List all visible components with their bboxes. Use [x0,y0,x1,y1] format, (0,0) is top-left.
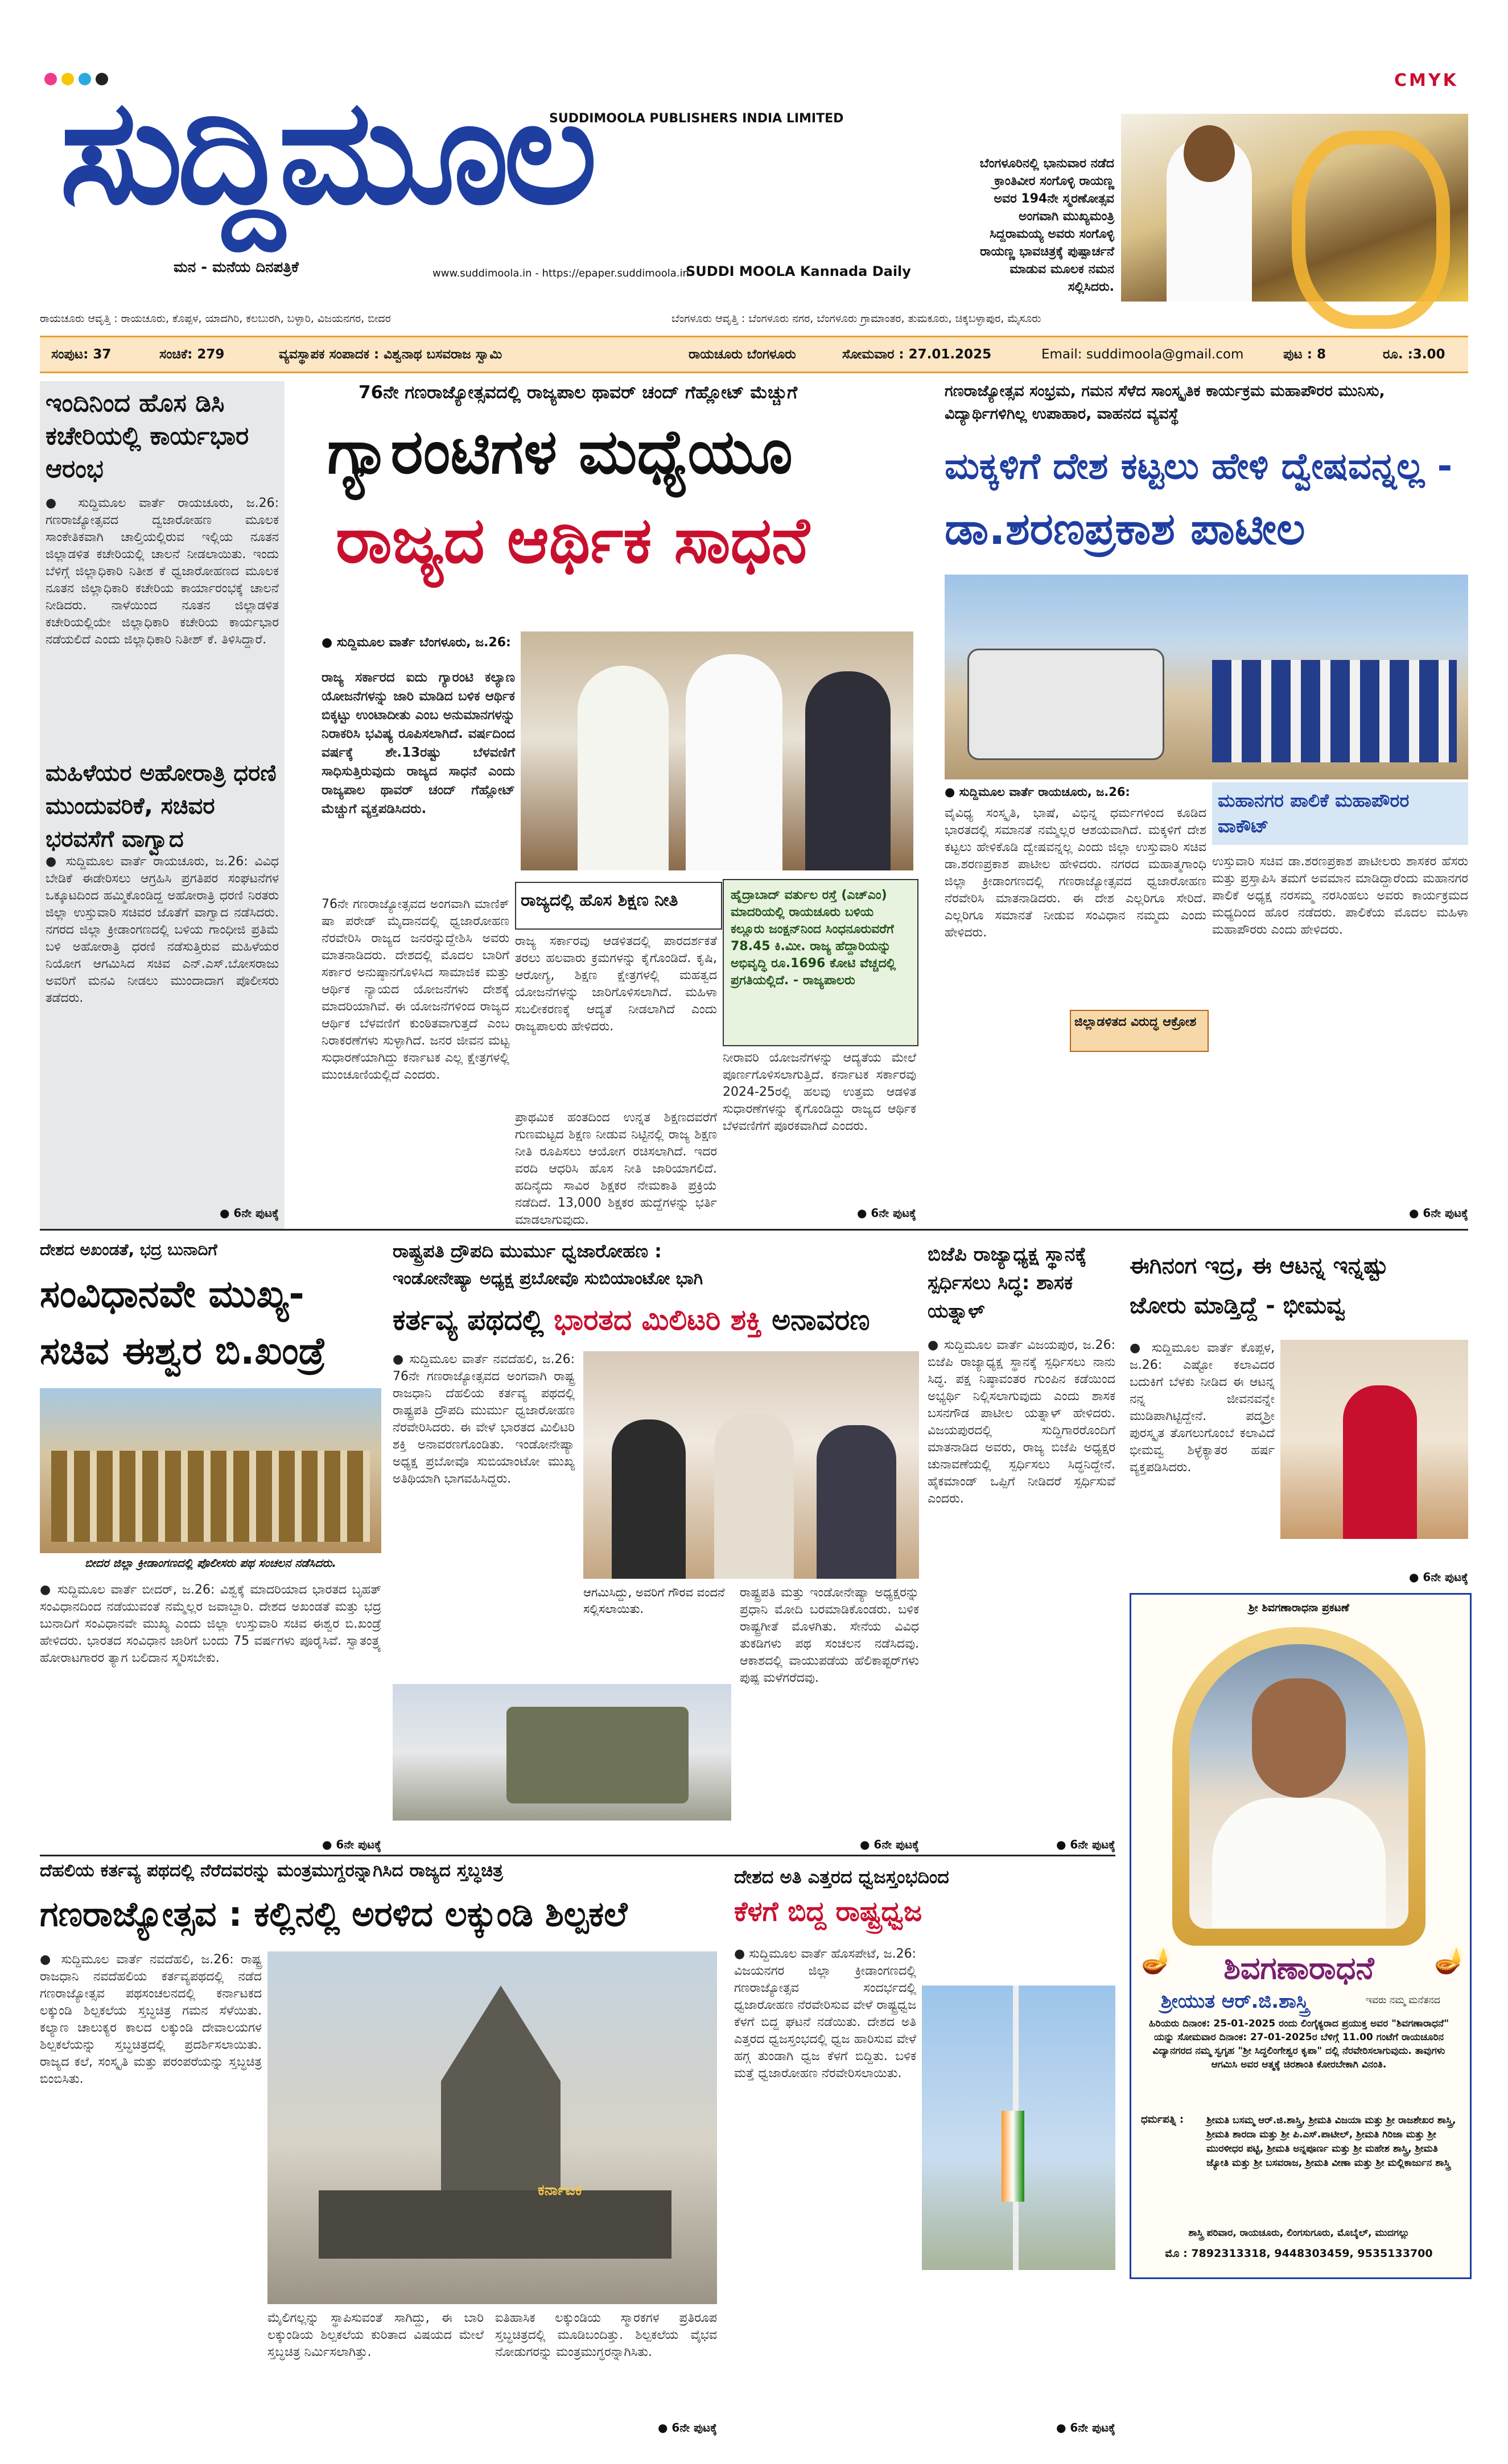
lead-body-b: ರಾಜ್ಯ ಸರ್ಕಾರವು ಆಡಳಿತದಲ್ಲಿ ಪಾರದರ್ಶಕತೆ ತರಲು ಹಲವಾರು ಕ್ರಮಗಳನ್ನು ಕೈಗೊಂಡಿದೆ. ಕೃಷಿ, ಆರೋಗ್ಯ, ಶಿಕ್ಷಣ ಕ್ಷೇತ್ರಗಳಲ್ಲಿ ಮಹತ್ವದ ಯೋಜನೆಗಳನ್ನು ಜಾರಿಗೊಳಿಸಲಾಗಿದೆ. ಮಹಿಳಾ ಸಬಲೀಕರಣಕ್ಕೆ ಆದ್ಯತೆ ನೀಡಲಾಗಿದೆ ಎಂದು ರಾಜ್ಯಪಾಲರು ಹೇಳಿದರು. [515,934,717,1034]
right-continued: ● 6ನೇ ಪುಟಕ್ಕೆ [1408,1206,1468,1220]
section-divider-1 [40,1229,1468,1231]
lead-body: 76ನೇ ಗಣರಾಜ್ಯೋತ್ಸವದ ಅಂಗವಾಗಿ ಮಾಣಿಕ್ ಷಾ ಪರೇಡ್ ಮೈದಾನದಲ್ಲಿ ಧ್ವಜಾರೋಹಣ ನೆರವೇರಿಸಿ ರಾಜ್ಯದ ಜನರನ್ನುದ್ದೇಶಿಸಿ ಅವರು ಮಾತನಾಡಿದರು. ದೇಶದಲ್ಲಿ ಮೊದಲ ಬಾರಿಗೆ ಸರ್ಕಾರ ಅನುಷ್ಠಾನಗೊಳಿಸಿದ ಸಾಮಾಜಿಕ ಮತ್ತು ಆರ್ಥಿಕ ನ್ಯಾಯದ ಯೋಜನೆಗಳು ದೇಶಕ್ಕೆ ಮಾದರಿಯಾಗಿವೆ. ಈ ಯೋಜನೆಗಳಿಂದ ರಾಜ್ಯದ ಆರ್ಥಿಕ ಬೆಳವಣಿಗೆ ಕುಂಠಿತವಾಗುತ್ತದೆ ಎಂಬ ನಿರಾಕರಣೆಗಳು ಸುಳ್ಳಾಗಿದೆ. ಜನರ ಜೀವನ ಮಟ್ಟ ಸುಧಾರಣೆಯಾಗಿದ್ದು ಕರ್ನಾಟಕ ಎಲ್ಲ ಕ್ಷೇತ್ರಗಳಲ್ಲಿ ಮುಂಚೂಣಿಯಲ್ಲಿದೆ ಎಂದರು. [322,897,509,1082]
right-headline-1: ಮಕ್ಕಳಿಗೆ ದೇಶ ಕಟ್ಟಲು ಹೇಳಿ ದ್ವೇಷವನ್ನಲ್ಲ - [945,445,1453,488]
mid-left-headline-2: ಸಚಿವ ಈಶ್ವರ ಬಿ.ಖಂಡ್ರೆ [40,1329,326,1373]
sidebox-title: ಮಹಾನಗರ ಪಾಲಿಕೆ ಮಹಾಪೌರರ ವಾಕೌಟ್ [1218,790,1410,837]
obituary-title: ಶಿವಗಣಾರಾಧನೆ [1223,1950,1374,1986]
english-name: SUDDI MOOLA Kannada Daily [686,263,911,279]
obituary-name: ಶ್ರೀಯುತ ಆರ್.ಜಿ.ಶಾಸ್ತ್ರಿ [1161,1990,1309,2013]
obituary-family: ಶ್ರೀಮತಿ ಬಸಮ್ಮ ಆರ್.ಜಿ.ಶಾಸ್ತ್ರಿ, ಶ್ರೀಮತಿ ವಿಜಯಾ ಮತ್ತು ಶ್ರೀ ರಾಜಶೇಖರ ಶಾಸ್ತ್ರಿ, ಶ್ರೀಮತಿ ಶಾರದಾ ಮತ್ತು ಶ್ರೀ ಪಿ.ಎಸ್.ಪಾಟೀಲ್, ಶ್ರೀಮತಿ ಗಿರಿಜಾ ಮತ್ತು ಶ್ರೀ ಮುರಳೀಧರ ಪಟ್ಟಿ, ಶ್ರೀಮತಿ ಅನ್ನಪೂರ್ಣ ಮತ್ತು ಶ್ರೀ ಮಹೇಶ ಶಾಸ್ತ್ರಿ, ಶ್ರೀಮತಿ ಜ್ಯೋತಿ ಮತ್ತು ಶ್ರೀ ಬಸವರಾಜ, ಶ್ರೀಮತಿ ವೀಣಾ ಮತ್ತು ಶ್ರೀ ಮಲ್ಲಿಕಾರ್ಜುನ ಶಾಸ್ತ್ರಿ [1206,2115,1456,2169]
figure-shape-2 [686,654,782,870]
figure-shape-1 [578,666,669,870]
students-row [1212,660,1457,762]
float-label: ಕರ್ನಾಟಕ [538,2182,582,2199]
obituary-portrait [1189,1644,1408,1929]
mid-left-kicker: ದೇಶದ ಅಖಂಡತೆ, ಭದ್ರ ಬುನಾದಿಗೆ [40,1240,217,1259]
head-shape [1184,125,1235,182]
site-urls: www.suddimoola.in - https://epaper.suddimoola.in [432,267,689,279]
bottom-left-body-b: ಐತಿಹಾಸಿಕ ಲಕ್ಕುಂಡಿಯ ಸ್ಮಾರಕಗಳ ಪ್ರತಿರೂಪ ಸ್ತಬ್ಧಚಿತ್ರದಲ್ಲಿ ಮೂಡಿಬಂದಿತ್ತು. ಶಿಲ್ಪಕಲೆಯ ವೈಭವ ನೋಡುಗರನ್ನು ಮಂತ್ರಮುಗ್ಧರನ್ನಾಗಿಸಿತು. [495,2311,717,2359]
lead-sub-head: ರಾಜ್ಯದಲ್ಲಿ ಹೊಸ ಶಿಕ್ಷಣ ನೀತಿ [521,890,678,910]
garland-shape [1292,131,1450,329]
portrait-shirt [1212,1798,1386,1929]
section-divider-2 [40,1855,1115,1856]
right-headline-2: ಡಾ.ಶರಣಪ್ರಕಾಶ ಪಾಟೀಲ [945,503,1305,555]
mid-center-photo-dignitaries [583,1351,919,1579]
lead-headline-2: ರಾಜ್ಯದ ಆರ್ಥಿಕ ಸಾಧನೆ [336,503,810,577]
lead-green-box [723,879,918,1046]
obituary-portrait-frame [1172,1627,1425,1946]
editor: ವ್ಯವಸ್ಥಾಪಕ ಸಂಪಾದಕ : ವಿಶ್ವನಾಥ ಬಸವರಾಜ ಸ್ವಾಮಿ [279,347,502,362]
bottom-left-continued: ● 6ನೇ ಪುಟಕ್ಕೆ [657,2421,717,2434]
mid-left-headline-1: ಸಂವಿಧಾನವೇ ಮುಖ್ಯ- [40,1272,304,1316]
lead-photo-governor [521,632,913,870]
bheemavva-continued: ● 6ನೇ ಪುಟಕ್ಕೆ [1408,1570,1468,1584]
bjp-headline: ಬಿಜೆಪಿ ರಾಜ್ಯಾಧ್ಯಕ್ಷ ಸ್ಥಾನಕ್ಕೆ ಸ್ಪರ್ಧಿಸಲು ಸಿದ್ಧ: ಶಾಸಕ ಯತ್ನಾಳ್ [928,1243,1087,1323]
fallen-flag [1002,2111,1024,2202]
bottom-left-photo-tableau [267,1951,717,2304]
mid-center-kicker-2: ಇಂಡೋನೇಷ್ಯಾ ಅಧ್ಯಕ್ಷ ಪ್ರಬೋವೊ ಸುಬಿಯಾಂಟೋ ಭಾಗಿ [393,1269,703,1289]
obituary-phone: ಮೊ : 7892313318, 9448303459, 9535133700 [1165,2247,1433,2260]
lead-intro: ರಾಜ್ಯ ಸರ್ಕಾರದ ಐದು ಗ್ಯಾರಂಟಿ ಕಲ್ಯಾಣ ಯೋಜನೆಗಳನ್ನು ಜಾರಿ ಮಾಡಿದ ಬಳಿಕ ಆರ್ಥಿಕ ಬಿಕ್ಕಟ್ಟು ಉಂಟಾದೀತು ಎಂಬ ಅನುಮಾನಗಳನ್ನು ನಿರಾಕರಿಸಿ ಭವಿಷ್ಯ ರೂಪಿಸಲಾಗಿದೆ. ವರ್ಷದಿಂದ ವರ್ಷಕ್ಕೆ ಶೇ.13ರಷ್ಟು ಬೆಳವಣಿಗೆ ಸಾಧಿಸುತ್ತಿರುವುದು ರಾಜ್ಯದ ಸಾಧನೆ ಎಂದು ರಾಜ್ಯಪಾಲ ಥಾವರ್ ಚಂದ್ ಗೆಹ್ಲೋಟ್ ಮೆಚ್ಚುಗೆ ವ್ಯಕ್ತಪಡಿಸಿದರು. [322,670,515,816]
portrait-face [1252,1678,1346,1798]
dignitary-2 [714,1414,794,1579]
magenta-dot [44,73,57,85]
bottom-left-kicker: ದೆಹಲಿಯ ಕರ್ತವ್ಯ ಪಥದಲ್ಲಿ ನೆರೆದವರನ್ನು ಮಂತ್ರಮುಗ್ದರನ್ನಾಗಿಸಿದ ರಾಜ್ಯದ ಸ್ತಬ್ಧಚಿತ್ರ [40,1860,503,1881]
obituary-top-label: ಶ್ರೀ ಶಿವಗಣಾರಾಧನಾ ಪ್ರಕಟಣೆ [1249,1602,1349,1614]
left-headline-1: ಇಂದಿನಿಂದ ಹೊಸ ಡಿಸಿ ಕಚೇರಿಯಲ್ಲಿ ಕಾರ್ಯಭಾರ ಆರಂಭ [46,389,249,484]
bottom-left-caption: ಮೈಲಿಗಲ್ಲನ್ನು ಸ್ಥಾಪಿಸುವಂತೆ ಸಾಗಿದ್ದು, ಈ ಬಾರಿ ಲಕ್ಕುಂಡಿಯ ಶಿಲ್ಪಕಲೆಯ ಕುರಿತಾದ ವಿಷಯದ ಮೇಲೆ ಸ್ತಬ್ಧಚಿತ್ರ ನಿರ್ಮಿಸಲಾಗಿತ್ತು. [267,2311,484,2359]
mid-center-body: ● ಸುದ್ದಿಮೂಲ ವಾರ್ತೆ ನವದೆಹಲಿ, ಜ.26: 76ನೇ ಗಣರಾಜ್ಯೋತ್ಸವದ ಅಂಗವಾಗಿ ರಾಷ್ಟ್ರ ರಾಜಧಾನಿ ದೆಹಲಿಯ ಕರ್ತವ್ಯ ಪಥದಲ್ಲಿ ರಾಷ್ಟ್ರಪತಿ ದ್ರೌಪದಿ ಮುರ್ಮು ಧ್ವಜಾರೋಹಣ ನೆರವೇರಿಸಿದರು. ಈ ವೇಳೆ ಭಾರತದ ಮಿಲಿಟರಿ ಶಕ್ತಿ ಅನಾವರಣಗೊಂಡಿತು. ಇಂಡೋನೇಷ್ಯಾ ಅಧ್ಯಕ್ಷ ಪ್ರಬೋವೊ ಸುಬಿಯಾಂಟೋ ಮುಖ್ಯ ಅತಿಥಿಯಾಗಿ ಭಾಗವಹಿಸಿದ್ದರು. [393,1352,575,1486]
bheemavva-headline-2: ಜೋರು ಮಾಡ್ತಿದ್ದೆ - ಭೀಮವ್ವ [1130,1293,1345,1319]
bjp-continued: ● 6ನೇ ಪುಟಕ್ಕೆ [1056,1838,1115,1851]
dignitary-3 [817,1425,896,1579]
flag-headline: ಕೆಳಗೆ ಬಿದ್ದ ರಾಷ್ಟ್ರಧ್ವಜ [734,1896,922,1928]
green-box-text: ಹೈದ್ರಾಬಾದ್ ವರ್ತುಲ ರಸ್ತೆ (ಎಚ್‌ಎಂ) ಮಾದರಿಯಲ್ಲಿ ರಾಯಚೂರು ಬಳಿಯ ಕಲ್ಲೂರು ಜಂಕ್ಷನ್‌ನಿಂದ ಸಿಂಧನೂರುವರೆಗೆ 78.45 ಕಿ.ಮೀ. ರಾಜ್ಯ ಹೆದ್ದಾರಿಯನ್ನು ಅಭಿವೃದ್ಧಿ ರೂ.1696 ಕೋಟಿ ವೆಚ್ಚದಲ್ಲಿ ಪ್ರಗತಿಯಲ್ಲಿದೆ. - ರಾಜ್ಯಪಾಲರು [731,888,896,988]
obituary-text: ಹಿರಿಯರು ದಿನಾಂಕ: 25-01-2025 ರಂದು ಲಿಂಗೈಕ್ಯರಾದ ಪ್ರಯುಕ್ತ ಅವರ "ಶಿವಗಣಾರಾಧನೆ" ಯನ್ನು ಸೋಮವಾರ ದಿನಾಂಕ: 27-01-2025ರ ಬೆಳಿಗ್ಗೆ 11.00 ಗಂಟೆಗೆ ರಾಯಚೂರಿನ ವಿದ್ಯಾನಗರದ ನಮ್ಮ ಸ್ವಗೃಹ "ಶ್ರೀ ಸಿದ್ಧಲಿಂಗೇಶ್ವರ ಕೃಪಾ" ದಲ್ಲಿ ನೆರವೇರಿಸಲಾಗುವುದು. ತಾವುಗಳು ಆಗಮಿಸಿ ಅವರ ಆತ್ಮಕ್ಕೆ ಚಿರಶಾಂತಿ ಕೋರಬೇಕಾಗಿ ವಿನಂತಿ. [1148,2018,1449,2070]
award-figure [1343,1385,1417,1539]
right-dateline: ● ಸುದ್ದಿಮೂಲ ವಾರ್ತೆ ರಾಯಚೂರು, ಜ.26: [945,785,1130,799]
marching-rows [51,1451,370,1542]
jeep-shape [967,649,1164,760]
bjp-body: ● ಸುದ್ದಿಮೂಲ ವಾರ್ತೆ ವಿಜಯಪುರ, ಜ.26: ಬಿಜೆಪಿ ರಾಜ್ಯಾಧ್ಯಕ್ಷ ಸ್ಥಾನಕ್ಕೆ ಸ್ಪರ್ಧಿಸಲು ನಾನು ಸಿದ್ಧ. ಪಕ್ಷ ನಿಷ್ಠಾವಂತರ ಗುಂಪಿನ ಕಡೆಯಿಂದ ಅಭ್ಯರ್ಥಿ ನಿಲ್ಲಿಸಲಾಗುವುದು ಎಂದು ಶಾಸಕ ಬಸನಗೌಡ ಪಾಟೀಲ ಯತ್ನಾಳ್ ಹೇಳಿದರು. ವಿಜಯಪುರದಲ್ಲಿ ಸುದ್ದಿಗಾರರೊಂದಿಗೆ ಮಾತನಾಡಿದ ಅವರು, ರಾಜ್ಯ ಬಿಜೆಪಿ ಅಧ್ಯಕ್ಷರ ಚುನಾವಣೆಯಲ್ಲಿ ಸ್ಪರ್ಧಿಸಲು ಸಿದ್ಧನಿದ್ದೇನೆ. ಹೈಕಮಾಂಡ್ ಒಪ್ಪಿಗೆ ನೀಡಿದರೆ ಸ್ಪರ್ಧಿಸುವೆ ಎಂದರು. [928,1338,1116,1506]
left-headline-2: ಮಹಿಳೆಯರ ಅಹೋರಾತ್ರಿ ಧರಣಿ ಮುಂದುವರಿಕೆ, ಸಚಿವರ ಭರವಸೆಗೆ ವಾಗ್ವಾದ [46,760,277,852]
right-photo-parade [945,575,1468,779]
mid-center-kicker: ರಾಷ್ಟ್ರಪತಿ ದ್ರೌಪದಿ ಮುರ್ಮು ಧ್ವಜಾರೋಹಣ : [393,1240,662,1262]
top-photo-caption: ಬೆಂಗಳೂರಿನಲ್ಲಿ ಭಾನುವಾರ ನಡೆದ ಕ್ರಾಂತಿವೀರ ಸಂಗೊಳ್ಳಿ ರಾಯಣ್ಣ ಅವರ 194ನೇ ಸ್ಮರಣೋತ್ಸವ ಅಂಗವಾಗಿ ಮುಖ್ಯಮಂತ್ರಿ ಸಿದ್ದರಾಮಯ್ಯ ಅವರು ಸಂಗೊಳ್ಳಿ ರಾಯಣ್ಣ ಭಾವಚಿತ್ರಕ್ಕೆ ಪುಷ್ಪಾರ್ಚನೆ ಮಾಡುವ ಮೂಲಕ ನಮನ ಸಲ್ಲಿಸಿದರು. [979,156,1114,294]
volume: ಸಂಪುಟ: 37 [51,347,112,362]
bheemavva-photo [1280,1340,1468,1539]
edition-bengaluru: ಬೆಂಗಳೂರು ಆವೃತ್ತಿ : ಬೆಂಗಳೂರು ನಗರ, ಬೆಂಗಳೂರು ಗ್ರಾಮಾಂತರ, ತುಮಕೂರು, ಚಿಕ್ಕಬಳ್ಳಾಪುರ, ಮೈಸೂರು [671,312,1041,325]
masthead-logo: ಸುದ್ದಿಮೂಲ [60,68,592,237]
price: ರೂ. :3.00 [1383,347,1445,362]
flag-body: ● ಸುದ್ದಿಮೂಲ ವಾರ್ತೆ ಹೊಸಪೇಟೆ, ಜ.26: ವಿಜಯನಗರ ಜಿಲ್ಲಾ ಕ್ರೀಡಾಂಗಣದಲ್ಲಿ ಗಣರಾಜ್ಯೋತ್ಸವ ಸಂದರ್ಭದಲ್ಲಿ ಧ್ವಜಾರೋಹಣ ನೆರವೇರಿಸುವ ವೇಳೆ ರಾಷ್ಟ್ರಧ್ವಜ ಕೆಳಗೆ ಬಿದ್ದ ಘಟನೆ ನಡೆಯಿತು. ದೇಶದ ಅತಿ ಎತ್ತರದ ಧ್ವಜಸ್ತಂಭದಲ್ಲಿ ಧ್ವಜ ಹಾರಿಸುವ ವೇಳೆ ಹಗ್ಗ ತುಂಡಾಗಿ ಧ್ವಜ ಕೆಳಗೆ ಬಿದ್ದಿತು. ಬಳಿಕ ಮತ್ತೆ ಧ್ವಜಾರೋಹಣ ನೆರವೇರಿಸಲಾಯಿತು. [734,1947,916,2081]
missile-launcher [506,1707,689,1803]
mid-center-continued: ● 6ನೇ ಪುಟಕ್ಕೆ [859,1838,919,1851]
bottom-left-body: ● ಸುದ್ದಿಮೂಲ ವಾರ್ತೆ ನವದೆಹಲಿ, ಜ.26: ರಾಷ್ಟ್ರ ರಾಜಧಾನಿ ನವದೆಹಲಿಯ ಕರ್ತವ್ಯಪಥದಲ್ಲಿ ನಡೆದ ಗಣರಾಜ್ಯೋತ್ಸವ ಪಥಸಂಚಲನದಲ್ಲಿ ಕರ್ನಾಟಕದ ಲಕ್ಕುಂಡಿ ಶಿಲ್ಪಕಲೆಯ ಸ್ತಬ್ಧಚಿತ್ರ ಗಮನ ಸೆಳೆಯಿತು. ಕಲ್ಯಾಣ ಚಾಲುಕ್ಯರ ಕಾಲದ ಲಕ್ಕುಂಡಿ ದೇವಾಲಯಗಳ ಶಿಲ್ಪಕಲೆಯನ್ನು ಸ್ತಬ್ಧಚಿತ್ರದಲ್ಲಿ ಪ್ರದರ್ಶಿಸಲಾಯಿತು. ರಾಜ್ಯದ ಕಲೆ, ಸಂಸ್ಕೃತಿ ಮತ್ತು ಪರಂಪರೆಯನ್ನು ಸ್ತಬ್ಧಚಿತ್ರ ಬಿಂಬಿಸಿತು. [40,1953,262,2086]
mid-left-photo-police [40,1388,381,1553]
tagline: ಮನ - ಮನೆಯ ದಿನಪತ್ರಿಕೆ [174,259,299,276]
lead-headline-1: ಗ್ಯಾರಂಟಿಗಳ ಮಧ್ಯೆಯೂ [327,416,793,488]
obituary-name-note: ಇವರು ನಮ್ಮ ಮನೆತನದ [1366,1995,1440,2006]
obituary-footer: ಶಾಸ್ತ್ರಿ ಪರಿವಾರ, ರಾಯಚೂರು, ಲಿಂಗಸುಗೂರು, ಮೊಬೈಲ್, ಮುದಗಲ್ಲು [1188,2227,1410,2239]
lead-body-c: ನೀರಾವರಿ ಯೋಜನೆಗಳನ್ನು ಆದ್ಯತೆಯ ಮೇಲೆ ಪೂರ್ಣಗೊಳಿಸಲಾಗುತ್ತಿದೆ. ಕರ್ನಾಟಕ ಸರ್ಕಾರವು 2024-25ರಲ್ಲಿ ಹಲವು ಉತ್ತಮ ಆಡಳಿತ ಸುಧಾರಣೆಗಳನ್ನು ಕೈಗೊಂಡಿದ್ದು ರಾಜ್ಯದ ಆರ್ಥಿಕ ಬೆಳವಣಿಗೆಗೆ ಪೂರಕವಾಗಿದೆ ಎಂದರು. [723,1051,916,1133]
left-continued: ● 6ನೇ ಪುಟಕ್ಕೆ [219,1206,279,1220]
bottom-left-headline: ಗಣರಾಜ್ಯೋತ್ಸವ : ಕಲ್ಲಿನಲ್ಲಿ ಅರಳಿದ ಲಕ್ಕುಂಡಿ ಶಿಲ್ಪಕಲೆ [40,1895,628,1934]
float-base [319,2190,671,2259]
mid-center-headline [393,1300,870,1340]
pages: ಪುಟ : 8 [1283,347,1326,362]
mid-center-photo-caption: ಆಗಮಿಸಿದ್ದು, ಅವರಿಗೆ ಗೌರವ ವಂದನೆ ಸಲ್ಲಿಸಲಾಯಿತು. [583,1586,725,1616]
date: ಸೋಮವಾರ : 27.01.2025 [842,347,992,362]
headline-part-b: ಭಾರತದ ಮಿಲಿಟರಿ ಶಕ್ತಿ [554,1303,762,1336]
bheemavva-headline-1: ಈಗಿನಂಗ ಇದ್ರ, ಈ ಆಟನ್ನ ಇನ್ನಷ್ಟು [1130,1253,1388,1279]
headline-part-a: ಕರ್ತವ್ಯ ಪಥದಲ್ಲಿ [393,1303,554,1336]
sidebox-body: ಉಸ್ತುವಾರಿ ಸಚಿವ ಡಾ.ಶರಣಪ್ರಕಾಶ ಪಾಟೀಲರು ಶಾಸಕರ ಹೆಸರು ಮತ್ತು ಪ್ರಸ್ತಾಪಿಸಿ ತಮಗೆ ಅವಮಾನ ಮಾಡಿದ್ದಾರೆಂದು ಮಹಾನಗರ ಪಾಲಿಕೆ ಅಧ್ಯಕ್ಷ ನರಸಮ್ಮ ನರಸಿಂಹಲು ಅವರು ಕಾರ್ಯಕ್ರಮದ ಮಧ್ಯದಿಂದ ಹೊರ ನಡೆದರು. ಪಾಲಿಕೆಯ ಮೊದಲ ಮಹಿಳಾ ಮಹಾಪೌರರು ಎಂದು ಹೇಳಿದರು. [1212,855,1468,937]
flag-photo [922,1986,1115,2270]
cmyk-mark: CMYK [1394,71,1458,90]
lead-sub-body: ಪ್ರಾಥಮಿಕ ಹಂತದಿಂದ ಉನ್ನತ ಶಿಕ್ಷಣದವರೆಗೆ ಗುಣಮಟ್ಟದ ಶಿಕ್ಷಣ ನೀಡುವ ನಿಟ್ಟಿನಲ್ಲಿ ರಾಜ್ಯ ಶಿಕ್ಷಣ ನೀತಿ ರೂಪಿಸಲು ಆಯೋಗ ರಚಿಸಲಾಗಿದೆ. ಇದರ ವರದಿ ಆಧರಿಸಿ ಹೊಸ ನೀತಿ ಜಾರಿಯಾಗಲಿದೆ. ಹದಿನೈದು ಸಾವಿರ ಶಿಕ್ಷಕರ ನೇಮಕಾತಿ ಪ್ರಕ್ರಿಯೆ ನಡೆದಿದೆ. 13,000 ಶಿಕ್ಷಕರ ಹುದ್ದೆಗಳನ್ನು ಭರ್ತಿ ಮಾಡಲಾಗುವುದು. [515,1111,717,1227]
mid-center-body-b: ರಾಷ್ಟ್ರಪತಿ ಮತ್ತು ಇಂಡೋನೇಷ್ಯಾ ಅಧ್ಯಕ್ಷರನ್ನು ಪ್ರಧಾನಿ ಮೋದಿ ಬರಮಾಡಿಕೊಂಡರು. ಬಳಿಕ ರಾಷ್ಟ್ರಗೀತೆ ಮೊಳಗಿತು. ಸೇನೆಯ ವಿವಿಧ ತುಕಡಿಗಳು ಪಥ ಸಂಚಲನ ನಡೆಸಿದವು. ಆಕಾಶದಲ್ಲಿ ವಾಯುಪಡೆಯ ಹೆಲಿಕಾಪ್ಟರ್‌ಗಳು ಪುಷ್ಪ ಮಳೆಗರೆದವು. [740,1586,919,1685]
email: Email: suddimoola@gmail.com [1041,347,1244,362]
mid-center-photo-missile [393,1684,731,1821]
flag-kicker: ದೇಶದ ಅತಿ ಎತ್ತರದ ಧ್ವಜಸ್ತಂಭದಿಂದ [734,1866,949,1888]
left-body-2: ● ಸುದ್ದಿಮೂಲ ವಾರ್ತೆ ರಾಯಚೂರು, ಜ.26: ವಿವಿಧ ಬೇಡಿಕೆ ಈಡೇರಿಸಲು ಆಗ್ರಹಿಸಿ ಪ್ರಗತಿಪರ ಸಂಘಟನೆಗಳ ಒಕ್ಕೂಟದಿಂದ ಹಮ್ಮಿಕೊಂಡಿದ್ದ ಅಹೋರಾತ್ರಿ ಧರಣಿ ನಿರತರು ಜಿಲ್ಲಾ ಉಸ್ತುವಾರಿ ಸಚಿವರ ಜೊತೆಗೆ ವಾಗ್ವಾದ ನಡೆಸಿದರು. ನಗರದ ಜಿಲ್ಲಾ ಕ್ರೀಡಾಂಗಣದಲ್ಲಿ ಬಳಿಯ ಗಾಂಧೀಜಿ ಪ್ರತಿಮೆ ಬಳಿ ಅಹೋರಾತ್ರಿ ಧರಣಿ ನಡೆಸುತ್ತಿರುವ ಮಹಿಳೆಯರ ನಿಯೋಗ ಆಗಮಿಸಿದ ಸಚಿವ ಎನ್.ಎಸ್.ಬೋಸರಾಜು ಅವರಿಗೆ ಮನವಿ ನೀಡಲು ಮುಂದಾದಾಗ ಪೊಲೀಸರು ತಡೆದರು. [46,855,279,1005]
headline-part-c: ಅನಾವರಣ [761,1303,870,1336]
mid-left-caption: ಬೀದರ ಜಿಲ್ಲಾ ಕ್ರೀಡಾಂಗಣದಲ್ಲಿ ಪೊಲೀಸರು ಪಥ ಸಂಚಲನ ನಡೆಸಿದರು. [84,1556,337,1570]
mid-left-continued: ● 6ನೇ ಪುಟಕ್ಕೆ [322,1838,381,1851]
figure-shape-3 [805,671,891,870]
orange-box-text: ಜಿಲ್ಲಾಡಳಿತದ ವಿರುದ್ಧ ಆಕ್ರೋಶ [1074,1015,1197,1029]
left-body-1: ● ಸುದ್ದಿಮೂಲ ವಾರ್ತೆ ರಾಯಚೂರು, ಜ.26: ಗಣರಾಜ್ಯೋತ್ಸವದ ದ್ವಜಾರೋಹಣ ಮೂಲಕ ಸಾಂಕೇತಿಕವಾಗಿ ಚಾಲ್ತಿಯಲ್ಲಿರುವ ಇಲ್ಲಿಯ ನೂತನ ಜಿಲ್ಲಾಡಳಿತ ಕಚೇರಿಯಲ್ಲಿ ಚಾಲನೆ ನೀಡಲಾಯಿತು. ಇಂದು ಬೆಳಿಗ್ಗೆ ಜಿಲ್ಲಾಧಿಕಾರಿ ನಿತೀಶ ಕೆ ಧ್ವಜಾರೋಹಣದ ಮೂಲಕ ನೂತನ ಜಿಲ್ಲಾಧಿಕಾರಿ ಕಚೇರಿಯ ಕಾರ್ಯಾರಂಭಕ್ಕೆ ಚಾಲನೆ ನೀಡಿದರು. ನಾಳೆಯಿಂದ ನೂತನ ಜಿಲ್ಲಾಡಳಿತ ಕಚೇರಿಯಲ್ಲಿಯೇ ಜಿಲ್ಲಾಧಿಕಾರಿ ಕಚೇರಿಯ ಕಾರ್ಯಭಾರ ನಡೆಯಲಿದೆ ಎಂದು ಜಿಲ್ಲಾಧಿಕಾರಿ ನಿತೀಶ್ ಕೆ. ತಿಳಿಸಿದ್ದಾರೆ. [46,496,279,647]
obituary-family-label: ಧರ್ಮಪತ್ನಿ : [1141,2114,1184,2125]
dignitary-1 [612,1419,686,1579]
lamp-icon-right: 🪔 [1434,1946,1465,1975]
edition-strip [40,307,1138,330]
publisher-name: SUDDIMOOLA PUBLISHERS INDIA LIMITED [549,112,844,126]
bheemavva-body: ● ಸುದ್ದಿಮೂಲ ವಾರ್ತೆ ಕೊಪ್ಪಳ, ಜ.26: ಎಷ್ಟೋ ಕಲಾವಿದರ ಬದುಕಿಗೆ ಬೆಳಕು ನೀಡಿದ ಈ ಆಟನ್ನ ನನ್ನ ಜೀವನವನ್ನೇ ಮುಡಿಪಾಗಿಟ್ಟಿದ್ದೇನೆ. ಪದ್ಮಶ್ರೀ ಪುರಸ್ಕೃತ ತೊಗಲುಗೊಂಬೆ ಕಲಾವಿದೆ ಭೀಮವ್ವ ಶಿಳ್ಳೆಕ್ಯಾತರ ಹರ್ಷ ವ್ಯಕ್ತಪಡಿಸಿದರು. [1130,1341,1275,1475]
flag-continued: ● 6ನೇ ಪುಟಕ್ಕೆ [1056,2421,1115,2434]
cities: ರಾಯಚೂರು ಬೆಂಗಳೂರು [689,347,796,362]
lead-continued: ● 6ನೇ ಪುಟಕ್ಕೆ [856,1206,916,1220]
lead-dateline: ● ಸುದ್ದಿಮೂಲ ವಾರ್ತೆ ಬೆಂಗಳೂರು, ಜ.26: [322,635,511,650]
edition-raichur: ರಾಯಚೂರು ಆವೃತ್ತಿ : ರಾಯಚೂರು, ಕೊಪ್ಪಳ, ಯಾದಗಿರಿ, ಕಲಬುರಗಿ, ಬಳ್ಳಾರಿ, ವಿಜಯನಗರ, ಬೀದರ [40,312,391,325]
top-photo-cm-tribute [1121,114,1468,302]
right-kicker: ಗಣರಾಜ್ಯೋತ್ಸವ ಸಂಭ್ರಮ, ಗಮನ ಸೆಳೆದ ಸಾಂಸ್ಕೃತಿಕ ಕಾರ್ಯಕ್ರಮ ಮಹಾಪೌರರ ಮುನಿಸು, ವಿದ್ಯಾರ್ಥಿಗಳಿಗಿಲ್ಲ ಉಪಾಹಾರ, ವಾಹನದ ವ್ಯವಸ್ಥೆ [945,382,1385,423]
right-body: ವೈವಿಧ್ಯ ಸಂಸ್ಕೃತಿ, ಭಾಷೆ, ವಿಭಿನ್ನ ಧರ್ಮಗಳಿಂದ ಕೂಡಿದ ಭಾರತದಲ್ಲಿ ಸಮಾನತೆ ನಮ್ಮೆಲ್ಲರ ಆಶಯವಾಗಿದೆ. ಮಕ್ಕಳಿಗೆ ದೇಶ ಕಟ್ಟಲು ಹೇಳಿಕೊಡಿ ದ್ವೇಷವನ್ನಲ್ಲ ಎಂದು ಜಿಲ್ಲಾ ಉಸ್ತುವಾರಿ ಸಚಿವ ಡಾ.ಶರಣಪ್ರಕಾಶ ಪಾಟೀಲ ಹೇಳಿದರು. ನಗರದ ಮಹಾತ್ಮಗಾಂಧಿ ಜಿಲ್ಲಾ ಕ್ರೀಡಾಂಗಣದಲ್ಲಿ ಗಣರಾಜ್ಯೋತ್ಸವದ ಧ್ವಜಾರೋಹಣ ನೆರವೇರಿಸಿ ಮಾತನಾಡಿದರು. ಈ ದೇಶ ಎಲ್ಲರಿಗೂ ಸೇರಿದೆ. ಎಲ್ಲರಿಗೂ ಸಮಾನತೆ ನೀಡುವ ಸಂವಿಧಾನ ನಮ್ಮದು ಎಂದು ಹೇಳಿದರು. [945,806,1206,940]
issue: ಸಂಚಿಕೆ: 279 [159,347,225,362]
temple-float [381,1986,620,2224]
orange-box [1070,1010,1209,1052]
issue-info-bar [40,336,1468,373]
lamp-icon-left: 🪔 [1141,1946,1172,1975]
lead-kicker: 76ನೇ ಗಣರಾಜ್ಯೋತ್ಸವದಲ್ಲಿ ರಾಜ್ಯಪಾಲ ಥಾವರ್ ಚಂದ್ ಗೆಹ್ಲೋಟ್ ಮೆಚ್ಚುಗೆ [359,382,798,403]
mid-left-body: ● ಸುದ್ದಿಮೂಲ ವಾರ್ತೆ ಬೀದರ್, ಜ.26: ವಿಶ್ವಕ್ಕೆ ಮಾದರಿಯಾದ ಭಾರತದ ಬೃಹತ್ ಸಂವಿಧಾನದಿಂದ ನಡೆಯುವಂತೆ ನಮ್ಮೆಲ್ಲರ ಜವಾಬ್ದಾರಿ. ದೇಶದ ಅಖಂಡತೆ ಮತ್ತು ಭದ್ರ ಬುನಾದಿಗೆ ಸಂವಿಧಾನವೇ ಮುಖ್ಯ ಎಂದು ಜಿಲ್ಲಾ ಉಸ್ತುವಾರಿ ಸಚಿವ ಈಶ್ವರ ಬಿ.ಖಂಡ್ರೆ ಹೇಳಿದರು. ಭಾರತದ ಸಂವಿಧಾನ ಜಾರಿಗೆ ಬಂದು 75 ವರ್ಷಗಳು ಪೂರೈಸಿವೆ. ಸ್ವಾತಂತ್ರ್ಯ ಹೋರಾಟಗಾರರ ತ್ಯಾಗ ಬಲಿದಾನ ಸ್ಮರಿಸಬೇಕು. [40,1583,381,1665]
